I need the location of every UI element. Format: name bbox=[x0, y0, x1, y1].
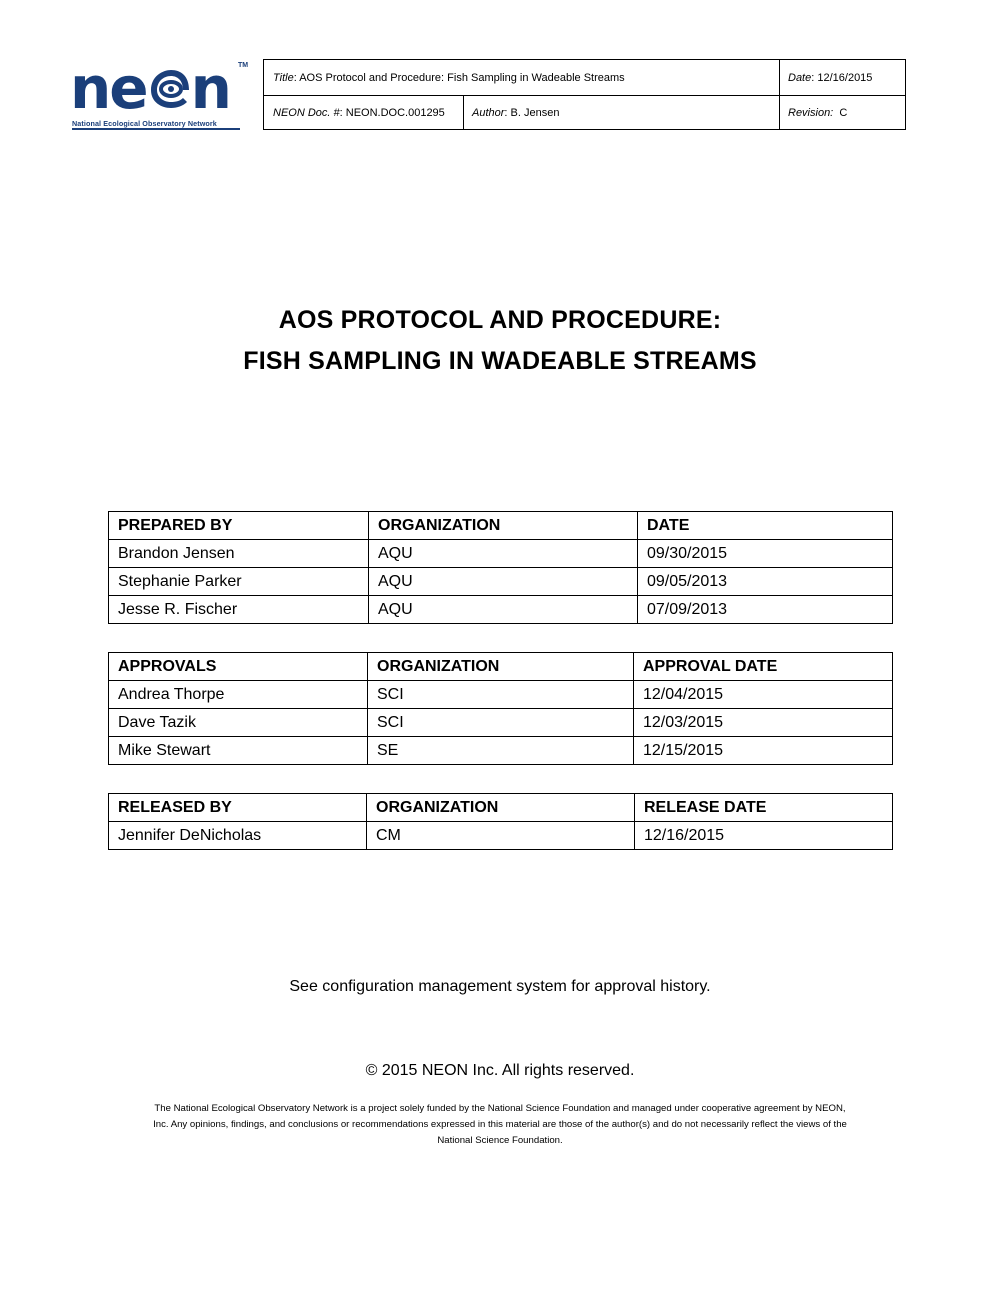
date-cell: 12/04/2015 bbox=[634, 681, 893, 709]
column-header: APPROVAL DATE bbox=[634, 653, 893, 681]
logo-trademark: TM bbox=[238, 62, 249, 69]
header-title-cell bbox=[264, 60, 779, 95]
table-header-row bbox=[109, 794, 893, 822]
column-header: PREPARED BY bbox=[109, 512, 369, 540]
header-date-cell bbox=[779, 60, 907, 95]
logo-wordmark-start: ne bbox=[70, 54, 147, 122]
document-header-table bbox=[263, 59, 906, 130]
table-header-row bbox=[109, 653, 893, 681]
date-cell: 12/16/2015 bbox=[635, 822, 893, 850]
column-header: ORGANIZATION bbox=[369, 512, 638, 540]
neon-logo bbox=[70, 54, 249, 132]
column-header: RELEASED BY bbox=[109, 794, 367, 822]
table-row bbox=[109, 540, 893, 568]
organization-cell: AQU bbox=[369, 596, 638, 624]
table-row bbox=[109, 709, 893, 737]
approval-history-note: See configuration management system for approval history. bbox=[289, 978, 711, 995]
table-row bbox=[109, 596, 893, 624]
funding-disclaimer bbox=[110, 1101, 890, 1149]
organization-cell: CM bbox=[367, 822, 635, 850]
prepared-by-table bbox=[108, 511, 893, 624]
table-row bbox=[109, 681, 893, 709]
header-revision-value: C bbox=[833, 106, 848, 119]
name-cell: Brandon Jensen bbox=[109, 540, 369, 568]
column-header: APPROVALS bbox=[109, 653, 368, 681]
logo-eye-icon bbox=[147, 62, 191, 102]
header-title-label: Title bbox=[273, 71, 294, 84]
column-header: RELEASE DATE bbox=[635, 794, 893, 822]
date-cell: 12/03/2015 bbox=[634, 709, 893, 737]
header-date-value: : 12/16/2015 bbox=[811, 71, 873, 84]
disclaimer-line: The National Ecological Observatory Network is a project solely funded by the National Science Foundation and managed under cooperative agreement by NEON, bbox=[154, 1103, 846, 1114]
header-title-value: : AOS Protocol and Procedure: Fish Sampling in Wadeable Streams bbox=[293, 71, 625, 84]
name-cell: Andrea Thorpe bbox=[109, 681, 368, 709]
date-cell: 09/30/2015 bbox=[638, 540, 893, 568]
table-row bbox=[109, 568, 893, 596]
header-doc-label: NEON Doc. # bbox=[273, 106, 340, 119]
table-row bbox=[109, 822, 893, 850]
table-row bbox=[109, 737, 893, 765]
document-title-line-2: FISH SAMPLING IN WADEABLE STREAMS bbox=[243, 347, 757, 375]
name-cell: Dave Tazik bbox=[109, 709, 368, 737]
column-header: ORGANIZATION bbox=[368, 653, 634, 681]
logo-wordmark bbox=[70, 54, 230, 122]
organization-cell: SE bbox=[368, 737, 634, 765]
name-cell: Mike Stewart bbox=[109, 737, 368, 765]
name-cell: Jesse R. Fischer bbox=[109, 596, 369, 624]
disclaimer-line: National Science Foundation. bbox=[437, 1135, 563, 1146]
header-doc-value: : NEON.DOC.001295 bbox=[339, 106, 445, 119]
header-doc-cell bbox=[264, 95, 463, 130]
released-by-table bbox=[108, 793, 893, 850]
date-cell: 07/09/2013 bbox=[638, 596, 893, 624]
approvals-table bbox=[108, 652, 893, 765]
organization-cell: SCI bbox=[368, 709, 634, 737]
name-cell: Stephanie Parker bbox=[109, 568, 369, 596]
organization-cell: SCI bbox=[368, 681, 634, 709]
header-date-label: Date bbox=[788, 71, 812, 84]
column-header: ORGANIZATION bbox=[367, 794, 635, 822]
name-cell: Jennifer DeNicholas bbox=[109, 822, 367, 850]
logo-underline bbox=[72, 128, 240, 130]
table-header-row bbox=[109, 512, 893, 540]
date-cell: 12/15/2015 bbox=[634, 737, 893, 765]
logo-wordmark-end: n bbox=[190, 54, 230, 122]
header-author-cell bbox=[463, 95, 779, 130]
header-author-value: : B. Jensen bbox=[504, 106, 560, 119]
disclaimer-line: Inc. Any opinions, findings, and conclusions or recommendations expressed in this material are those of the author(s) and do not necessarily reflect the views of the bbox=[153, 1119, 847, 1130]
header-author-label: Author bbox=[472, 106, 505, 119]
organization-cell: AQU bbox=[369, 568, 638, 596]
logo-subtitle: National Ecological Observatory Network bbox=[72, 119, 217, 128]
column-header: DATE bbox=[638, 512, 893, 540]
header-revision-cell bbox=[779, 95, 907, 130]
date-cell: 09/05/2013 bbox=[638, 568, 893, 596]
header-revision-label: Revision: bbox=[788, 106, 834, 119]
copyright-notice: © 2015 NEON Inc. All rights reserved. bbox=[365, 1062, 635, 1079]
organization-cell: AQU bbox=[369, 540, 638, 568]
document-title-line-1: AOS PROTOCOL AND PROCEDURE: bbox=[278, 306, 722, 334]
